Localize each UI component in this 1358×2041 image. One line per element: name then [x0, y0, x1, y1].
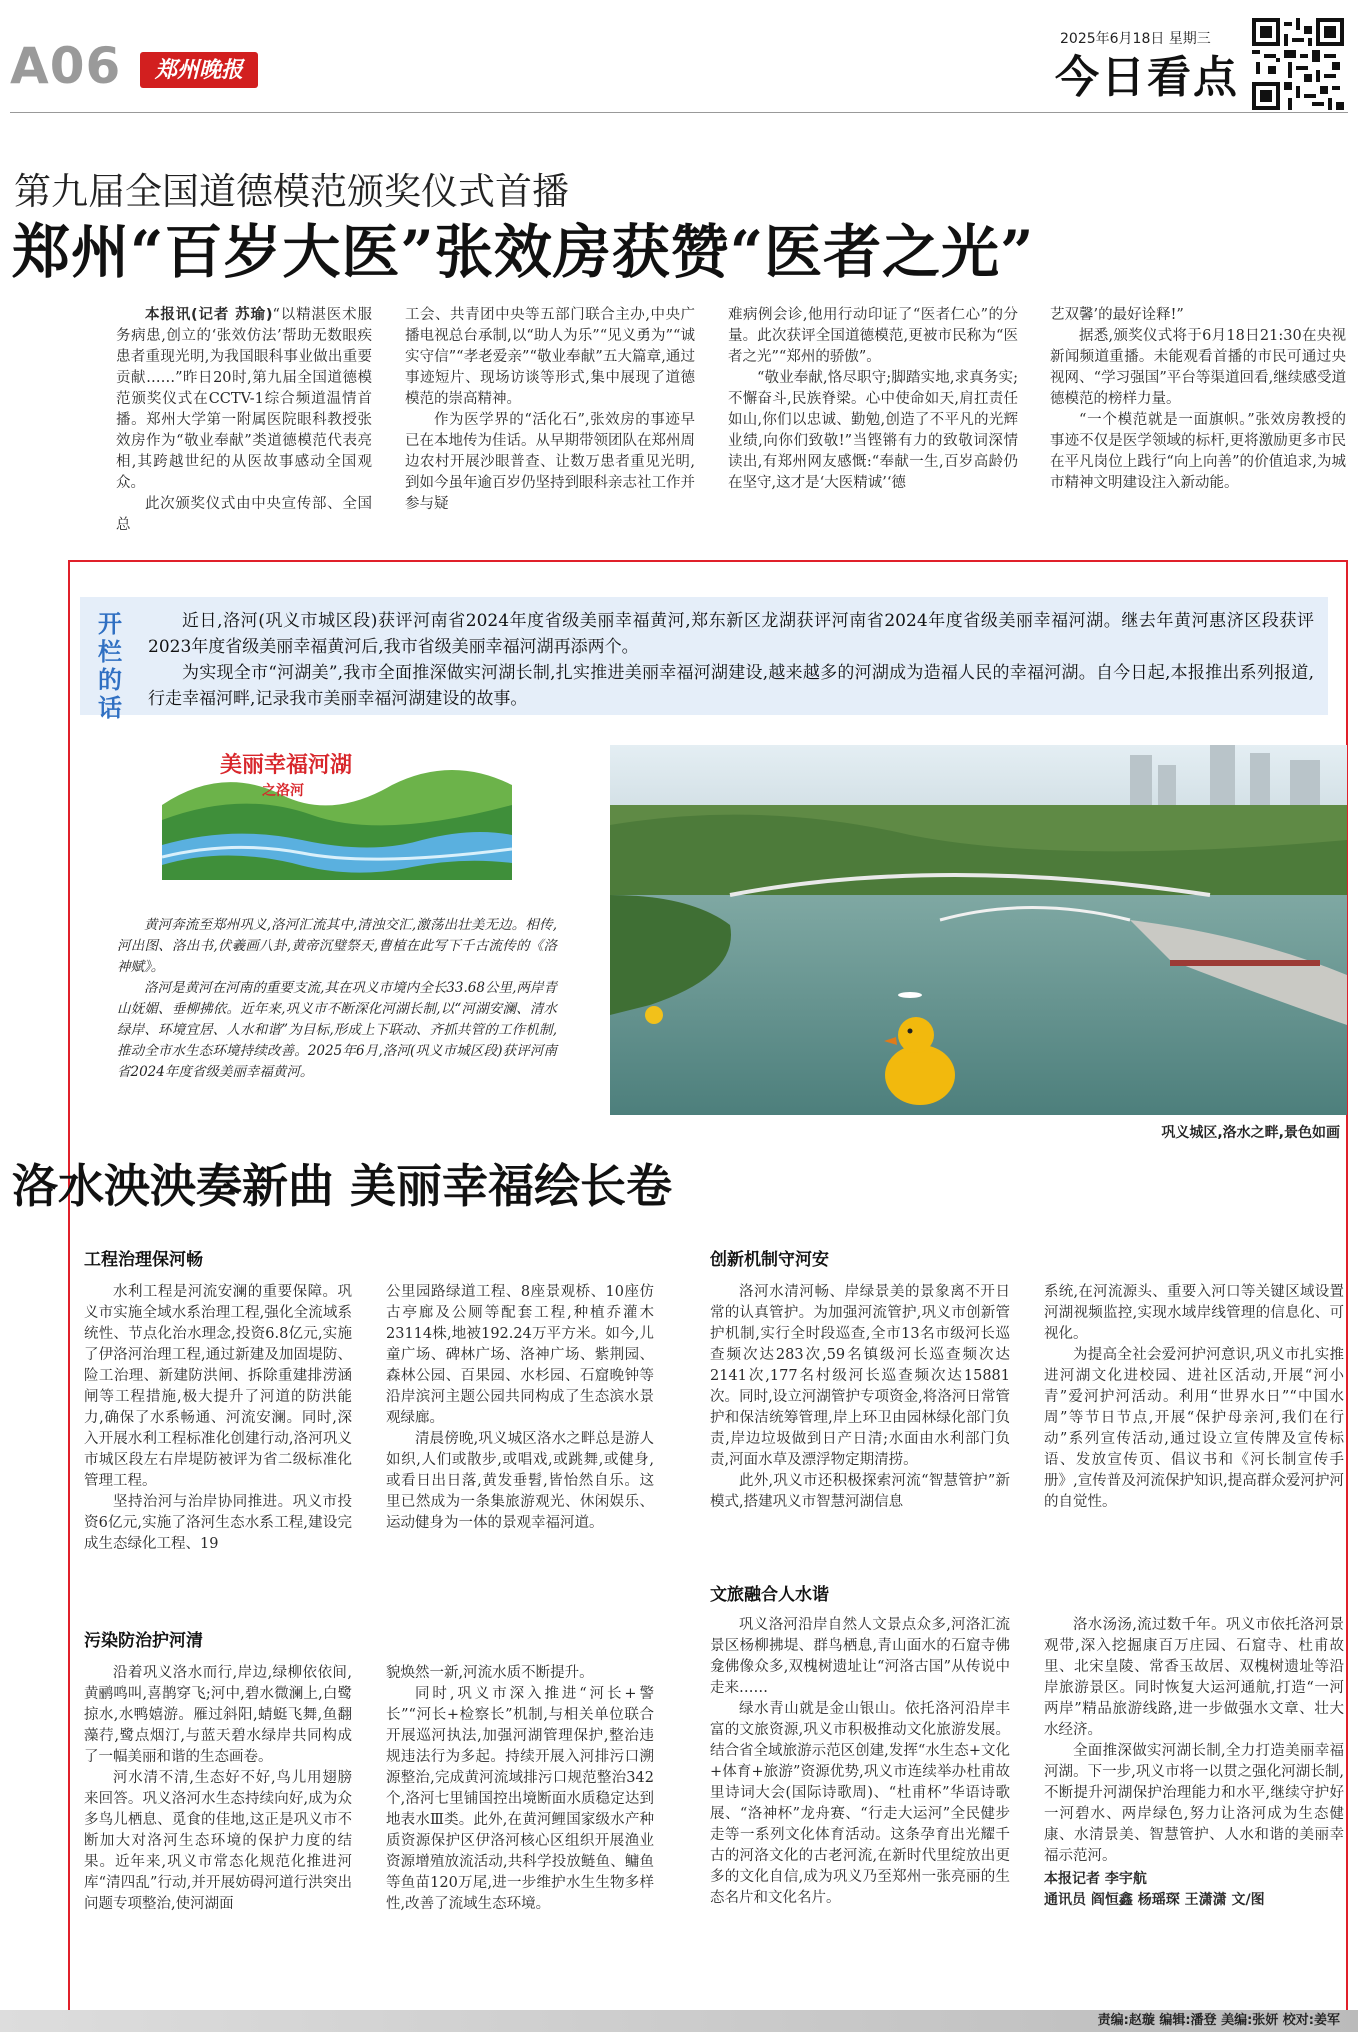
story1-column-2: 工会、共青团中央等五部门联合主办,中央广播电视总台承制,以“助人为乐”“见义勇为”“诚实守信”“孝老爱亲”“敬业奉献”五大篇章,通过事迹短片、现场访谈等形式,集中展现了道德模范的崇高精神。 作为医学界的“活化石”,张效房的事迹早已在本地传为佳话。从早期带领团队在郑州周边农村开展沙眼普查、让数万患者重见光明,到如今虽年逾百岁仍坚持到眼科亲志社工作并参与疑	[405, 307, 695, 512]
story2-column-3: 沿着巩义洛水而行,岸边,绿柳依依间,黄鹂鸣叫,喜鹊穿飞;河中,碧水微澜上,白鹭掠水,水鸭嬉游。雁过斜阳,蜻蜓飞舞,鱼翻藻荇,鹭点烟汀,与蓝天碧水绿岸共同构成了一幅美丽和谐的生态画卷。 河水清不清,生态好不好,鸟儿用翅膀来回答。巩义洛河水生态持续向好,成为众多鸟儿栖息、觅食的佳地,这正是巩义市不断加大对洛河生态环境的保护力度的结果。近年来,巩义市常态化规范化推进河库“清四乱”行动,并开展妨碍河道行洪突出问题专项整治,使河湖面	[84, 1665, 352, 1912]
story2-column-6: 系统,在河流源头、重要入河口等关键区域设置河湖视频监控,实现水域岸线管理的信息化、可视化。 为提高全社会爱河护河意识,巩义市扎实推进河湖文化进校园、进社区活动,开展“河小青”爱河护河活动。利用“世界水日”“中国水周”等节日节点,开展“保护母亲河,我们在行动”系列宣传活动,通过设立宣传牌及宣传标语、发放宣传页、倡议书和《河长制宣传手册》,宣传普及河流保护知识,提高群众爱河护河的自觉性。	[1044, 1284, 1344, 1510]
story1-kicker: 第九届全国道德模范颁奖仪式首播	[14, 170, 569, 213]
opening-note-text: 近日,洛河(巩义市城区段)获评河南省2024年度省级美丽幸福黄河,郑东新区龙湖获评河南省2024年度省级美丽幸福河湖。继去年黄河惠济区段获评2023年度省级美丽幸福黄河后,我市省级美丽幸福河湖再添两个。 为实现全市“河湖美”,我市全面推深做实河湖长制,扎实推进美丽幸福河湖建设,越来越多的河湖成为造福人民的幸福河湖。自今日起,本报推出系列报道,行走幸福河畔,记录我市美丽幸福河湖建设的故事。	[148, 611, 1314, 709]
qr-code-icon	[1252, 18, 1344, 110]
subhead-pollution: 污染防治护河清	[84, 1631, 203, 1651]
section-title: 今日看点	[1055, 52, 1239, 103]
story1-column-1: 本报讯(记者 苏瑜)“以精湛医术服务病患,创立的‘张效仿法’帮助无数眼疾患者重现光明,为我国眼科事业做出重要贡献……”昨日20时,第九届全国道德模范颁奖仪式在CCTV-1综合频道温情首播。郑州大学第一附属医院眼科教授张效房作为“敬业奉献”类道德模范代表亮相,其跨越世纪的从医故事感动全国观众。 此次颁奖仪式由中央宣传部、全国总	[116, 307, 372, 533]
story1-column-4: 艺双馨’的最好诠释!” 据悉,颁奖仪式将于6月18日21:30在央视新闻频道重播。未能观看首播的市民可通过央视网、“学习强国”平台等渠道回看,继续感受道德模范的榜样力量。 “一个模范就是一面旗帜。”张效房教授的事迹不仅是医学领域的标杆,更将激励更多市民在平凡岗位上践行“向上向善”的价值追求,为城市精神文明建设注入新动能。	[1050, 307, 1346, 491]
footer-credits: 责编:赵璇 编辑:潘登 美编:张妍 校对:姜军	[1097, 2013, 1340, 2028]
story2-column-8: 洛水汤汤,流过数千年。巩义市依托洛河景观带,深入挖掘康百万庄园、石窟寺、杜甫故里、北宋皇陵、常香玉故居、双槐树遗址等沿岸旅游景区。同时恢复大运河通航,打造“一河两岸”精品旅游线路,进一步做强水文章、壮大水经济。 全面推深做实河湖长制,全力打造美丽幸福河湖。下一步,巩义市将一以贯之强化河湖长制,不断提升河湖保护治理能力和水平,继续守护好一河碧水、两岸绿色,努力让洛河成为生态健康、水清景美、智慧管护、人水和谐的美丽幸福示范河。 本报记者 李宇航 通讯员 阎恒鑫 杨瑶琛 王潇潇 文/图	[1044, 1615, 1344, 1911]
story2-column-1: 水利工程是河流安澜的重要保障。巩义市实施全域水系治理工程,强化全流域系统性、节点化治水理念,投资6.8亿元,实施了伊洛河治理工程,通过新建及加固堤防、险工治理、新建防洪闸、拆除重建排涝涵闸等工程措施,极大提升了河道的防洪能力,确保了水系畅通、河流安澜。同时,深入开展水利工程标准化创建行动,洛河巩义市城区段左右岸堤防被评为省二级标准化管理工程。 坚持治河与治岸协同推进。巩义市投资6亿元,实施了洛河生态水系工程,建设完成生态绿化工程、19	[84, 1284, 352, 1552]
paper-logo	[140, 52, 258, 88]
header-rule	[10, 112, 1348, 113]
story1-lead: 本报讯(记者 苏瑜)	[145, 307, 273, 323]
photo-caption: 巩义城区,洛水之畔,景色如画	[1161, 1125, 1340, 1141]
luo-river-photo	[610, 745, 1347, 1115]
subhead-mechanism: 创新机制守河安	[710, 1250, 829, 1270]
story2-column-7: 巩义洛河沿岸自然人文景点众多,河洛汇流景区杨柳拂堤、群鸟栖息,青山面水的石窟寺佛龛佛像众多,双槐树遗址让“河洛古国”从传说中走来…… 绿水青山就是金山银山。依托洛河沿岸丰富的文旅资源,巩义市积极推动文化旅游发展。结合省全域旅游示范区创建,发挥“水生态+文化+体育+旅游”资源优势,巩义市连续举办杜甫故里诗词大会(国际诗歌周)、“杜甫杯”华语诗歌展、“洛神杯”龙舟赛、“行走大运河”全民健步走等一系列文化体育活动。这条孕育出光耀千古的河洛文化的古老河流,在新时代里绽放出更多的文化自信,成为巩义乃至郑州一张亮丽的生态名片和文化名片。	[710, 1617, 1010, 1906]
paper-logo-text: 郑州晚报	[154, 57, 243, 83]
story2-headline: 洛水泱泱奏新曲 美丽幸福绘长卷	[12, 1159, 673, 1213]
byline-reporter: 本报记者 李宇航	[1044, 1871, 1147, 1887]
page-number: A06	[10, 37, 122, 95]
opening-note-label: 开栏的话	[98, 610, 122, 722]
issue-date: 2025年6月18日 星期三	[1060, 31, 1211, 47]
story2-column-4: 貌焕然一新,河流水质不断提升。 同时,巩义市深入推进“河长+警长”“河长+检察长”机制,与相关单位联合开展巡河执法,加强河湖管理保护,整治违规违法行为多起。持续开展入河排污口溯源整治,完成黄河流域排污口规范整治342个,洛河七里铺国控出境断面水质稳定达到地表水Ⅲ类。此外,在黄河鲤国家级水产种质资源保护区伊洛河核心区组织开展渔业资源增殖放流活动,共科学投放鲢鱼、鳙鱼等鱼苗120万尾,进一步维护水生生物多样性,改善了流域生态环境。	[386, 1665, 654, 1912]
byline-correspondents: 通讯员 阎恒鑫 杨瑶琛 王潇潇 文/图	[1044, 1892, 1265, 1908]
intro-text: 黄河奔流至郑州巩义,洛河汇流其中,清浊交汇,激荡出壮美无边。相传,河出图、洛出书,伏羲画八卦,黄帝沉璧祭天,曹植在此写下千古流传的《洛神赋》。 洛河是黄河在河南的重要支流,其在巩义市境内全长33.68公里,两岸青山妩媚、垂柳拂依。近年来,巩义市不断深化河湖长制,以“河湖安澜、清水绿岸、环境宜居、人水和谐”为目标,形成上下联动、齐抓共管的工作机制,推动全市水生态环境持续改善。2025年6月,洛河(巩义市城区段)获评河南省2024年度省级美丽幸福黄河。	[117, 917, 557, 1080]
story2-column-5: 洛河水清河畅、岸绿景美的景象离不开日常的认真管护。为加强河流管护,巩义市创新管护机制,实行全时段巡查,全市13名市级河长巡查频次达283次,59名镇级河长巡查频次达2141次,177名村级河长巡查频次达15881次。同时,设立河湖管护专项资金,将洛河日常管护和保洁统筹管理,岸上环卫由园林绿化部门负责,岸边垃圾做到日产日清;水面由水利部门负责,河面水草及漂浮物定期清捞。 此外,巩义市还积极探索河流“智慧管护”新模式,搭建巩义市智慧河湖信息	[710, 1284, 1010, 1510]
story1-column-3: 难病例会诊,他用行动印证了“医者仁心”的分量。此次获评全国道德模范,更被市民称为“医者之光”“郑州的骄傲”。 “敬业奉献,恪尽职守;脚踏实地,求真务实;不懈奋斗,民族脊梁。心中使命如天,肩扛责任如山,你们以忠诚、勤勉,创造了不平凡的光辉业绩,向你们致敬!”当铿锵有力的致敬词深情读出,有郑州网友感慨:“奉献一生,百岁高龄仍在坚守,这才是‘大医精诚’‘德	[728, 307, 1018, 491]
story1-headline: 郑州“百岁大医”张效房获赞“医者之光”	[12, 218, 1035, 286]
subhead-culture-tourism: 文旅融合人水谐	[710, 1585, 829, 1605]
logo-subtitle: 之洛河	[262, 783, 304, 799]
subhead-engineering: 工程治理保河畅	[84, 1250, 203, 1270]
logo-title: 美丽幸福河湖	[220, 753, 353, 778]
story2-column-2: 公里园路绿道工程、8座景观桥、10座仿古亭廊及公厕等配套工程,种植乔灌木23114株,地被192.24万平方米。如今,儿童广场、碑林广场、洛神广场、紫荆园、森林公园、百果园、水杉园、石窟晚钟等沿岸滨河主题公园共同构成了生态滨水景观绿廊。 清晨傍晚,巩义城区洛水之畔总是游人如织,人们或散步,或唱戏,或跳舞,或健身,或看日出日落,黄发垂髫,皆怡然自乐。这里已然成为一条集旅游观光、休闲娱乐、运动健身为一体的景观幸福河道。	[386, 1284, 654, 1531]
